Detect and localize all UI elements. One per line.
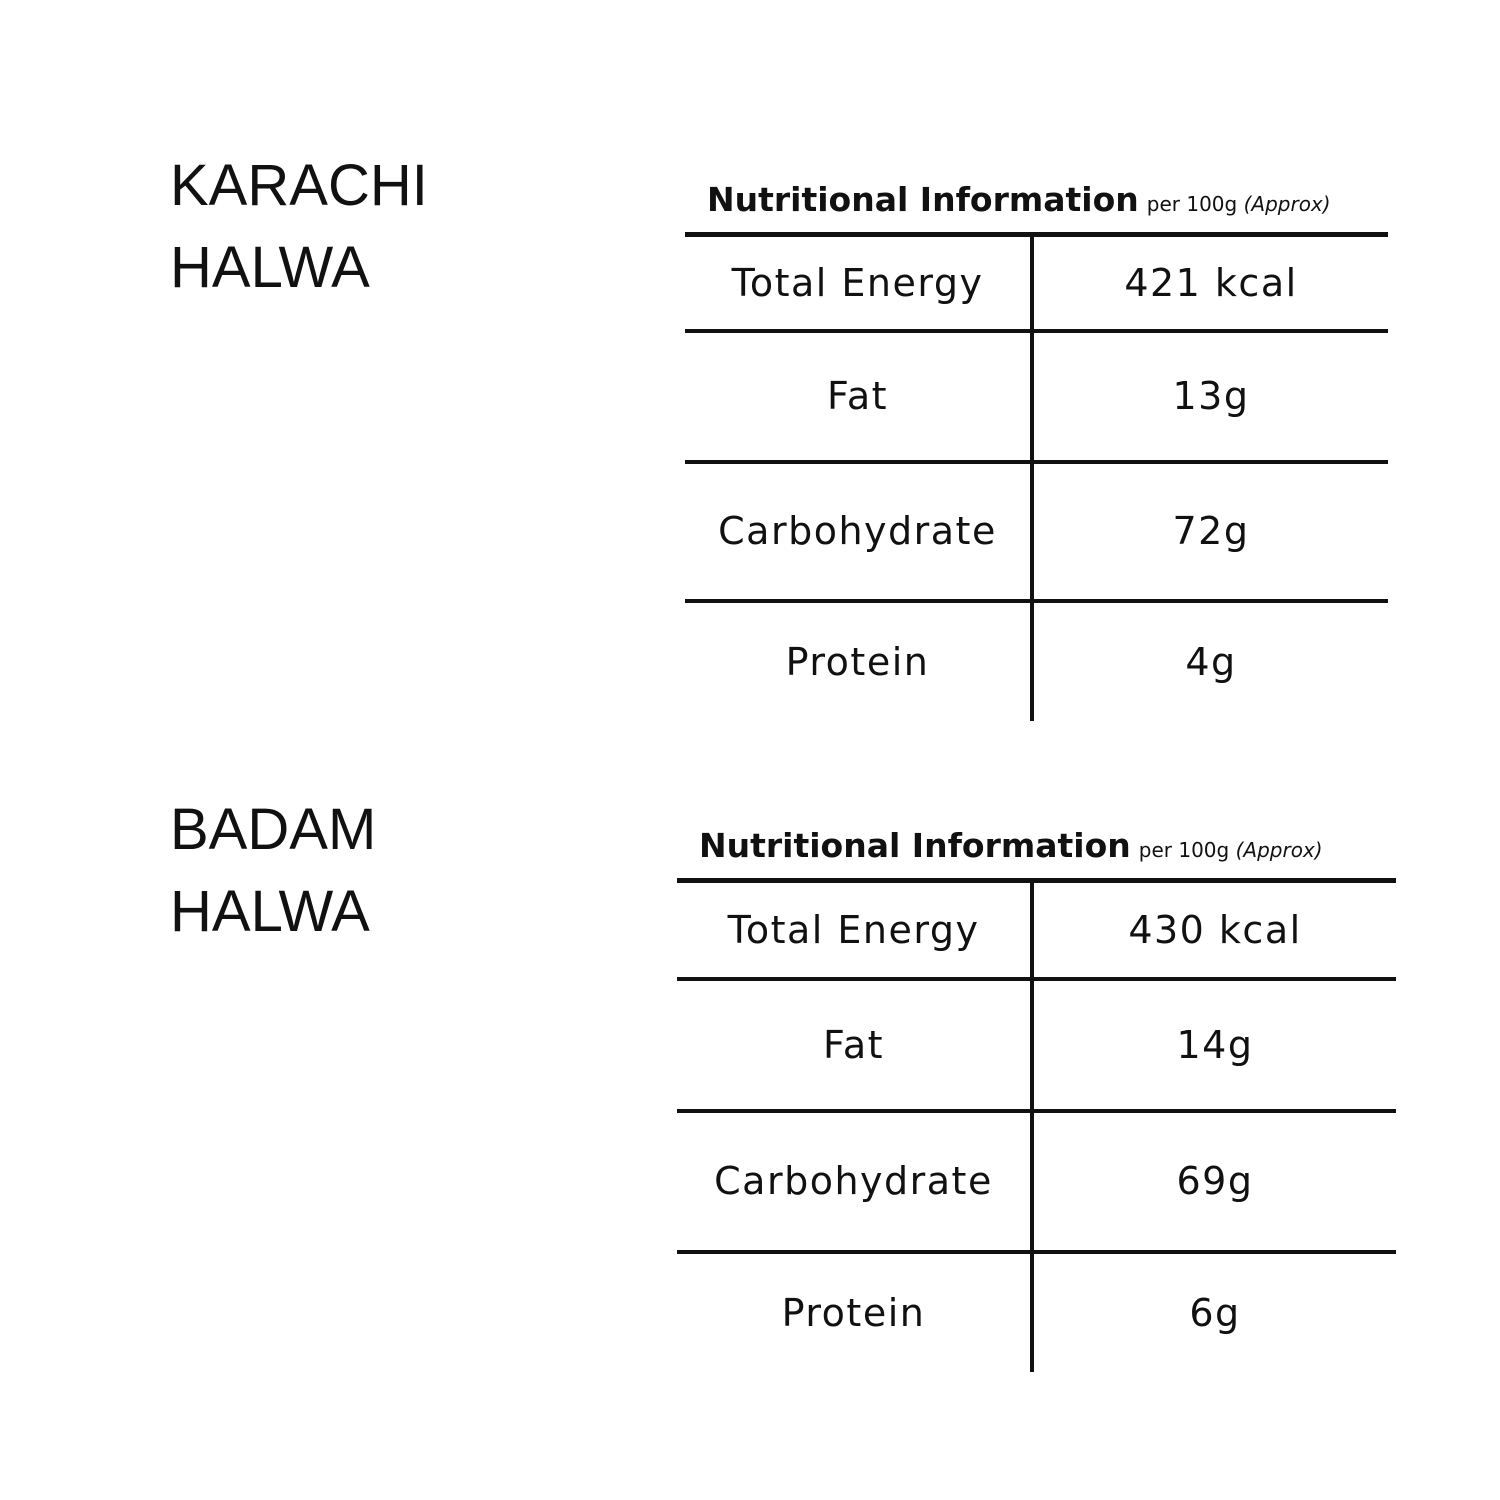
table-row [677, 979, 1396, 1111]
nutrient-name: Fat [685, 331, 1032, 462]
nutrient-value: 69g [1032, 1111, 1396, 1252]
nutrition-heading-approx: (Approx) [1235, 838, 1323, 862]
nutrient-name: Total Energy [677, 881, 1032, 979]
nutrition-table [677, 878, 1396, 1372]
nutrition-heading-per: per 100g [1138, 838, 1230, 862]
table-row [677, 881, 1396, 979]
nutrition-heading-approx: (Approx) [1243, 192, 1331, 216]
nutrient-name: Fat [677, 979, 1032, 1111]
nutrient-value: 14g [1032, 979, 1396, 1111]
product-title-line2: HALWA [170, 879, 370, 944]
nutrition-panel-badam-halwa [677, 826, 1396, 1376]
nutrition-heading [707, 180, 1331, 227]
nutrient-value: 6g [1189, 1290, 1241, 1335]
nutrient-name: Carbohydrate [685, 462, 1032, 601]
table-row [677, 1111, 1396, 1252]
nutrient-value: 4g [1185, 639, 1237, 684]
nutrient-value: 430 kcal [1032, 881, 1396, 979]
nutrition-heading-per: per 100g [1146, 192, 1238, 216]
product-title-line1: KARACHI [170, 153, 428, 218]
nutrient-name: Carbohydrate [677, 1111, 1032, 1252]
nutrition-heading-title: Nutritional Information [699, 826, 1131, 865]
nutrient-value: 72g [1032, 462, 1388, 601]
table-row [685, 235, 1388, 331]
nutrition-panel-karachi-halwa [685, 180, 1388, 720]
nutrition-table [685, 232, 1388, 721]
nutrition-heading-title: Nutritional Information [707, 180, 1139, 219]
nutrition-heading [699, 826, 1323, 873]
table-row [685, 601, 1388, 721]
table-row [685, 331, 1388, 462]
product-title-line2: HALWA [170, 235, 370, 300]
nutrient-name: Protein [677, 1252, 1032, 1372]
product-title-badam-halwa [170, 789, 376, 953]
table-row [685, 462, 1388, 601]
nutrient-name: Protein [685, 601, 1032, 721]
nutrient-value: 421 kcal [1032, 235, 1388, 331]
product-title-line1: BADAM [170, 797, 377, 862]
table-row [677, 1252, 1396, 1372]
nutrient-value: 13g [1032, 331, 1388, 462]
product-title-karachi-halwa [170, 145, 428, 309]
nutrient-name: Total Energy [685, 235, 1032, 331]
